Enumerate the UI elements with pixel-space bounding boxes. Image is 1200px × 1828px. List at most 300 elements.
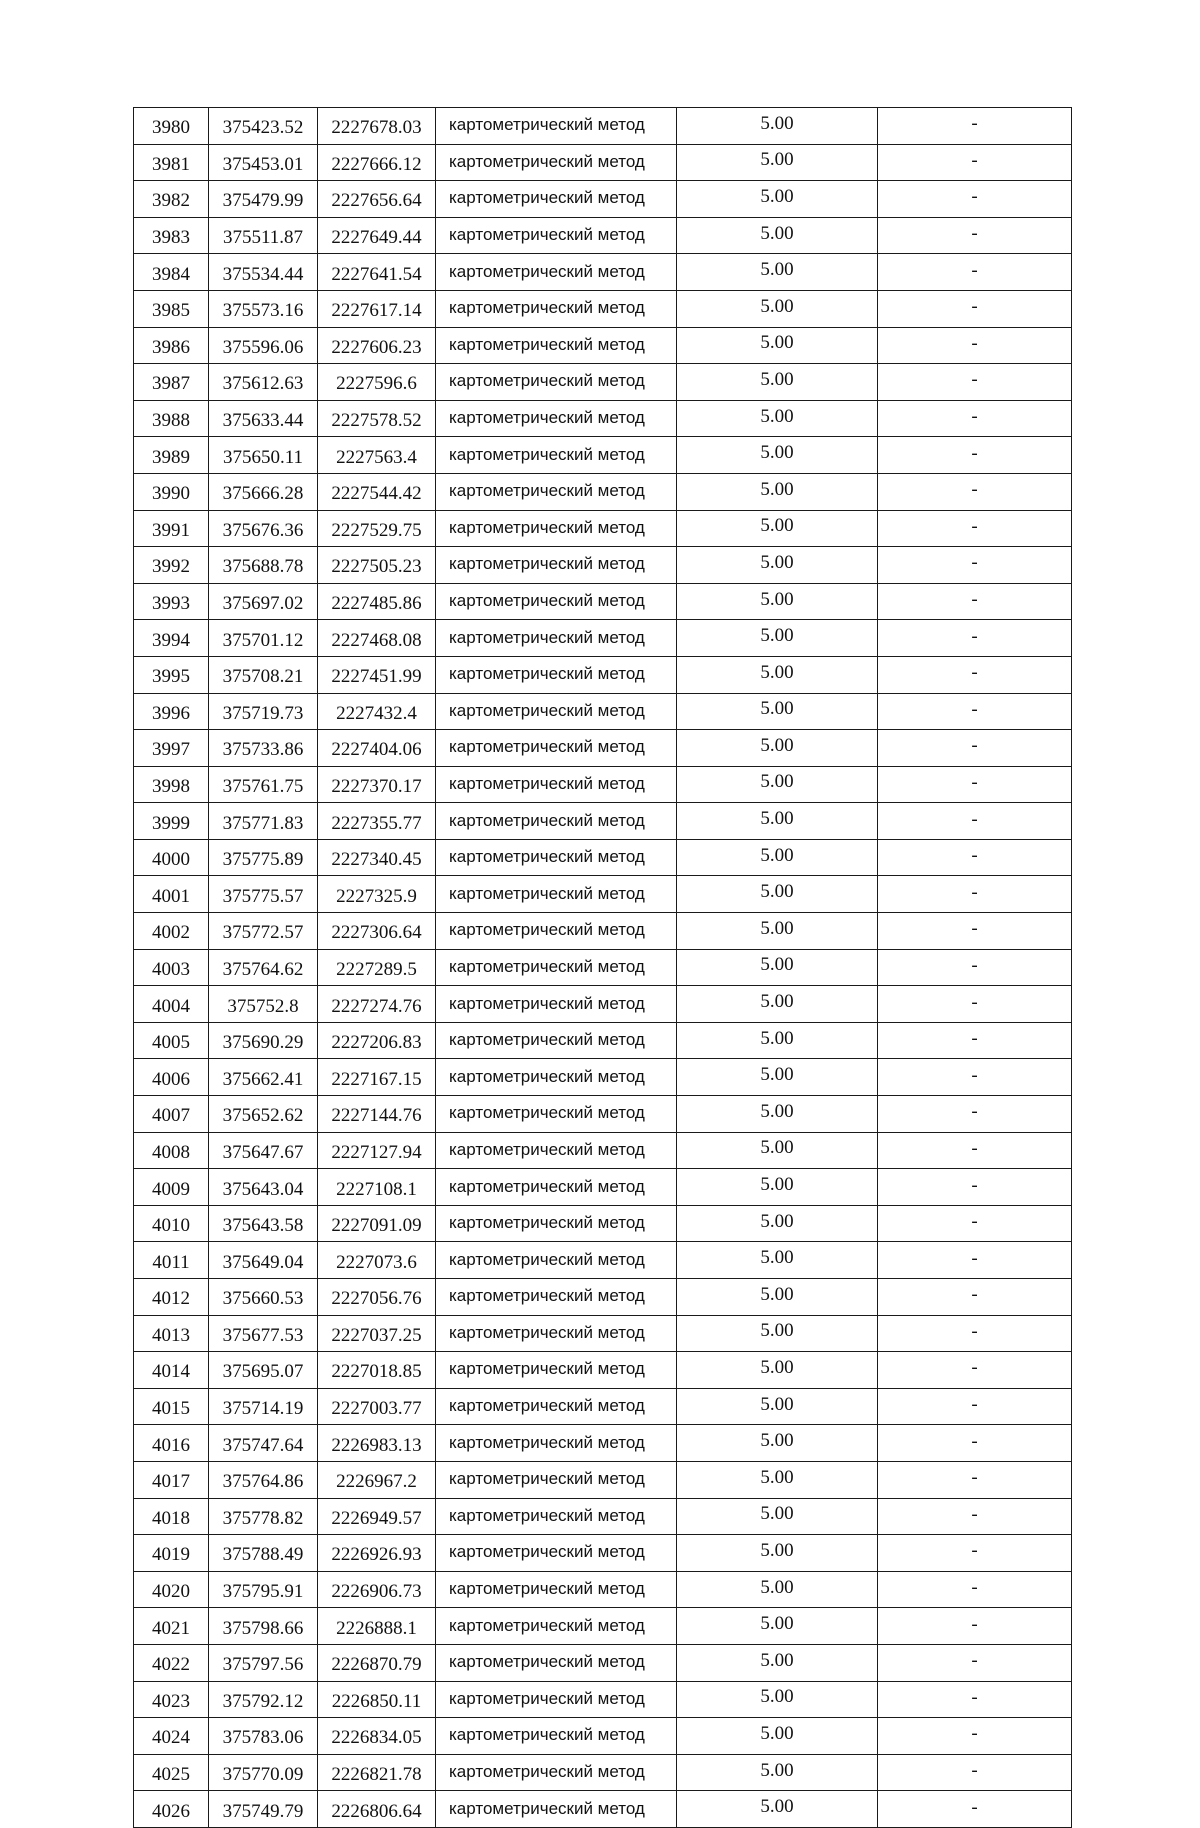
point-number-cell: 4026 [134,1791,209,1828]
method-cell: картометрический метод [436,181,677,218]
table-row [134,1242,1072,1279]
x-coordinate-cell: 375798.66 [209,1608,318,1645]
method-cell: картометрический метод [436,656,677,693]
description-cell: - [878,839,1072,876]
accuracy-cell: 5.00 [677,1279,878,1316]
method-cell: картометрический метод [436,217,677,254]
accuracy-cell: 5.00 [677,1754,878,1791]
y-coordinate-cell: 2226888.1 [318,1608,436,1645]
table-row [134,1461,1072,1498]
description-cell: - [878,1425,1072,1462]
point-number-cell: 4002 [134,913,209,950]
method-cell: картометрический метод [436,108,677,145]
table-row [134,583,1072,620]
accuracy-cell: 5.00 [677,217,878,254]
accuracy-cell: 5.00 [677,656,878,693]
description-cell: - [878,1059,1072,1096]
accuracy-cell: 5.00 [677,1791,878,1828]
y-coordinate-cell: 2227018.85 [318,1352,436,1389]
x-coordinate-cell: 375596.06 [209,327,318,364]
description-cell: - [878,510,1072,547]
description-cell: - [878,290,1072,327]
y-coordinate-cell: 2226926.93 [318,1535,436,1572]
y-coordinate-cell: 2227370.17 [318,766,436,803]
table-row [134,1388,1072,1425]
table-row [134,656,1072,693]
table-row [134,1352,1072,1389]
method-cell: картометрический метод [436,803,677,840]
y-coordinate-cell: 2227340.45 [318,839,436,876]
description-cell: - [878,1132,1072,1169]
point-number-cell: 4018 [134,1498,209,1535]
method-cell: картометрический метод [436,254,677,291]
description-cell: - [878,1205,1072,1242]
table-row [134,181,1072,218]
accuracy-cell: 5.00 [677,1571,878,1608]
x-coordinate-cell: 375792.12 [209,1681,318,1718]
description-cell: - [878,254,1072,291]
accuracy-cell: 5.00 [677,144,878,181]
accuracy-cell: 5.00 [677,1608,878,1645]
point-number-cell: 4003 [134,949,209,986]
y-coordinate-cell: 2227505.23 [318,547,436,584]
y-coordinate-cell: 2227451.99 [318,656,436,693]
table-row [134,217,1072,254]
y-coordinate-cell: 2227656.64 [318,181,436,218]
y-coordinate-cell: 2227678.03 [318,108,436,145]
description-cell: - [878,1169,1072,1206]
x-coordinate-cell: 375701.12 [209,620,318,657]
accuracy-cell: 5.00 [677,290,878,327]
accuracy-cell: 5.00 [677,949,878,986]
method-cell: картометрический метод [436,730,677,767]
point-number-cell: 3988 [134,400,209,437]
table-row [134,1535,1072,1572]
y-coordinate-cell: 2227274.76 [318,986,436,1023]
description-cell: - [878,766,1072,803]
point-number-cell: 4007 [134,1096,209,1133]
table-row [134,254,1072,291]
accuracy-cell: 5.00 [677,876,878,913]
description-cell: - [878,620,1072,657]
description-cell: - [878,1681,1072,1718]
point-number-cell: 3991 [134,510,209,547]
table-row [134,766,1072,803]
table-row [134,473,1072,510]
table-row [134,437,1072,474]
coordinates-table [133,107,1072,1828]
description-cell: - [878,108,1072,145]
point-number-cell: 4017 [134,1461,209,1498]
method-cell: картометрический метод [436,547,677,584]
table-row [134,1205,1072,1242]
x-coordinate-cell: 375511.87 [209,217,318,254]
method-cell: картометрический метод [436,473,677,510]
accuracy-cell: 5.00 [677,1425,878,1462]
method-cell: картометрический метод [436,766,677,803]
accuracy-cell: 5.00 [677,547,878,584]
accuracy-cell: 5.00 [677,1388,878,1425]
point-number-cell: 3980 [134,108,209,145]
y-coordinate-cell: 2227325.9 [318,876,436,913]
y-coordinate-cell: 2227617.14 [318,290,436,327]
x-coordinate-cell: 375676.36 [209,510,318,547]
method-cell: картометрический метод [436,620,677,657]
description-cell: - [878,730,1072,767]
y-coordinate-cell: 2227003.77 [318,1388,436,1425]
y-coordinate-cell: 2227037.25 [318,1315,436,1352]
description-cell: - [878,803,1072,840]
accuracy-cell: 5.00 [677,473,878,510]
y-coordinate-cell: 2227529.75 [318,510,436,547]
table-row [134,803,1072,840]
x-coordinate-cell: 375643.58 [209,1205,318,1242]
x-coordinate-cell: 375775.89 [209,839,318,876]
point-number-cell: 3985 [134,290,209,327]
description-cell: - [878,1096,1072,1133]
table-row [134,1425,1072,1462]
x-coordinate-cell: 375453.01 [209,144,318,181]
method-cell: картометрический метод [436,327,677,364]
method-cell: картометрический метод [436,1059,677,1096]
accuracy-cell: 5.00 [677,1315,878,1352]
x-coordinate-cell: 375688.78 [209,547,318,584]
y-coordinate-cell: 2227306.64 [318,913,436,950]
x-coordinate-cell: 375534.44 [209,254,318,291]
y-coordinate-cell: 2227596.6 [318,364,436,401]
x-coordinate-cell: 375647.67 [209,1132,318,1169]
accuracy-cell: 5.00 [677,803,878,840]
point-number-cell: 3997 [134,730,209,767]
accuracy-cell: 5.00 [677,1352,878,1389]
point-number-cell: 3996 [134,693,209,730]
point-number-cell: 3993 [134,583,209,620]
table-row [134,510,1072,547]
point-number-cell: 4024 [134,1718,209,1755]
point-number-cell: 4009 [134,1169,209,1206]
description-cell: - [878,1461,1072,1498]
point-number-cell: 3982 [134,181,209,218]
x-coordinate-cell: 375649.04 [209,1242,318,1279]
point-number-cell: 3995 [134,656,209,693]
method-cell: картометрический метод [436,1681,677,1718]
x-coordinate-cell: 375775.57 [209,876,318,913]
x-coordinate-cell: 375764.62 [209,949,318,986]
description-cell: - [878,437,1072,474]
table-row [134,1132,1072,1169]
point-number-cell: 4015 [134,1388,209,1425]
table-row [134,1315,1072,1352]
description-cell: - [878,473,1072,510]
method-cell: картометрический метод [436,876,677,913]
method-cell: картометрический метод [436,400,677,437]
method-cell: картометрический метод [436,839,677,876]
method-cell: картометрический метод [436,1644,677,1681]
point-number-cell: 4013 [134,1315,209,1352]
method-cell: картометрический метод [436,1461,677,1498]
accuracy-cell: 5.00 [677,1059,878,1096]
x-coordinate-cell: 375690.29 [209,1022,318,1059]
x-coordinate-cell: 375708.21 [209,656,318,693]
table-row [134,913,1072,950]
table-row [134,108,1072,145]
table-row [134,1718,1072,1755]
x-coordinate-cell: 375788.49 [209,1535,318,1572]
y-coordinate-cell: 2227432.4 [318,693,436,730]
accuracy-cell: 5.00 [677,1096,878,1133]
point-number-cell: 4000 [134,839,209,876]
method-cell: картометрический метод [436,1425,677,1462]
y-coordinate-cell: 2227404.06 [318,730,436,767]
x-coordinate-cell: 375719.73 [209,693,318,730]
table-row [134,1096,1072,1133]
table-row [134,949,1072,986]
description-cell: - [878,949,1072,986]
method-cell: картометрический метод [436,1754,677,1791]
point-number-cell: 4023 [134,1681,209,1718]
accuracy-cell: 5.00 [677,1535,878,1572]
description-cell: - [878,1498,1072,1535]
method-cell: картометрический метод [436,1571,677,1608]
x-coordinate-cell: 375752.8 [209,986,318,1023]
point-number-cell: 3998 [134,766,209,803]
point-number-cell: 3984 [134,254,209,291]
x-coordinate-cell: 375697.02 [209,583,318,620]
accuracy-cell: 5.00 [677,437,878,474]
table-row [134,620,1072,657]
table-row [134,400,1072,437]
table-row [134,547,1072,584]
method-cell: картометрический метод [436,1315,677,1352]
x-coordinate-cell: 375783.06 [209,1718,318,1755]
description-cell: - [878,1754,1072,1791]
point-number-cell: 4019 [134,1535,209,1572]
point-number-cell: 4004 [134,986,209,1023]
description-cell: - [878,1535,1072,1572]
y-coordinate-cell: 2227606.23 [318,327,436,364]
coordinates-table-body [134,108,1072,1828]
description-cell: - [878,364,1072,401]
description-cell: - [878,1608,1072,1645]
y-coordinate-cell: 2227056.76 [318,1279,436,1316]
table-row [134,876,1072,913]
table-row [134,1644,1072,1681]
y-coordinate-cell: 2226967.2 [318,1461,436,1498]
y-coordinate-cell: 2226983.13 [318,1425,436,1462]
table-row [134,1022,1072,1059]
point-number-cell: 3986 [134,327,209,364]
accuracy-cell: 5.00 [677,400,878,437]
y-coordinate-cell: 2226821.78 [318,1754,436,1791]
table-row [134,290,1072,327]
accuracy-cell: 5.00 [677,108,878,145]
y-coordinate-cell: 2227289.5 [318,949,436,986]
point-number-cell: 4006 [134,1059,209,1096]
accuracy-cell: 5.00 [677,254,878,291]
y-coordinate-cell: 2227649.44 [318,217,436,254]
point-number-cell: 4021 [134,1608,209,1645]
table-row [134,144,1072,181]
table-row [134,1608,1072,1645]
table-row [134,1791,1072,1828]
y-coordinate-cell: 2227167.15 [318,1059,436,1096]
point-number-cell: 4025 [134,1754,209,1791]
method-cell: картометрический метод [436,1169,677,1206]
accuracy-cell: 5.00 [677,1132,878,1169]
table-row [134,1681,1072,1718]
x-coordinate-cell: 375660.53 [209,1279,318,1316]
method-cell: картометрический метод [436,1205,677,1242]
method-cell: картометрический метод [436,1132,677,1169]
method-cell: картометрический метод [436,1718,677,1755]
x-coordinate-cell: 375733.86 [209,730,318,767]
point-number-cell: 4011 [134,1242,209,1279]
method-cell: картометрический метод [436,144,677,181]
x-coordinate-cell: 375643.04 [209,1169,318,1206]
point-number-cell: 4016 [134,1425,209,1462]
point-number-cell: 3999 [134,803,209,840]
accuracy-cell: 5.00 [677,1242,878,1279]
method-cell: картометрический метод [436,1388,677,1425]
x-coordinate-cell: 375479.99 [209,181,318,218]
accuracy-cell: 5.00 [677,1022,878,1059]
x-coordinate-cell: 375423.52 [209,108,318,145]
table-row [134,986,1072,1023]
x-coordinate-cell: 375761.75 [209,766,318,803]
method-cell: картометрический метод [436,1498,677,1535]
description-cell: - [878,1388,1072,1425]
point-number-cell: 4001 [134,876,209,913]
description-cell: - [878,1022,1072,1059]
accuracy-cell: 5.00 [677,583,878,620]
table-row [134,364,1072,401]
method-cell: картометрический метод [436,949,677,986]
accuracy-cell: 5.00 [677,1461,878,1498]
accuracy-cell: 5.00 [677,1718,878,1755]
method-cell: картометрический метод [436,583,677,620]
y-coordinate-cell: 2227544.42 [318,473,436,510]
accuracy-cell: 5.00 [677,1681,878,1718]
table-row [134,327,1072,364]
description-cell: - [878,144,1072,181]
point-number-cell: 4012 [134,1279,209,1316]
description-cell: - [878,1242,1072,1279]
accuracy-cell: 5.00 [677,839,878,876]
x-coordinate-cell: 375764.86 [209,1461,318,1498]
accuracy-cell: 5.00 [677,1644,878,1681]
table-row [134,693,1072,730]
point-number-cell: 4014 [134,1352,209,1389]
method-cell: картометрический метод [436,1352,677,1389]
table-row [134,1498,1072,1535]
method-cell: картометрический метод [436,1022,677,1059]
table-row [134,1571,1072,1608]
y-coordinate-cell: 2226906.73 [318,1571,436,1608]
method-cell: картометрический метод [436,1096,677,1133]
method-cell: картометрический метод [436,693,677,730]
method-cell: картометрический метод [436,1279,677,1316]
description-cell: - [878,217,1072,254]
accuracy-cell: 5.00 [677,693,878,730]
x-coordinate-cell: 375662.41 [209,1059,318,1096]
method-cell: картометрический метод [436,1242,677,1279]
accuracy-cell: 5.00 [677,1498,878,1535]
point-number-cell: 4005 [134,1022,209,1059]
description-cell: - [878,913,1072,950]
description-cell: - [878,583,1072,620]
x-coordinate-cell: 375778.82 [209,1498,318,1535]
description-cell: - [878,1315,1072,1352]
description-cell: - [878,656,1072,693]
y-coordinate-cell: 2226834.05 [318,1718,436,1755]
description-cell: - [878,181,1072,218]
y-coordinate-cell: 2227641.54 [318,254,436,291]
method-cell: картометрический метод [436,1608,677,1645]
x-coordinate-cell: 375772.57 [209,913,318,950]
x-coordinate-cell: 375666.28 [209,473,318,510]
method-cell: картометрический метод [436,913,677,950]
x-coordinate-cell: 375770.09 [209,1754,318,1791]
description-cell: - [878,1352,1072,1389]
method-cell: картометрический метод [436,290,677,327]
y-coordinate-cell: 2226870.79 [318,1644,436,1681]
description-cell: - [878,1718,1072,1755]
x-coordinate-cell: 375747.64 [209,1425,318,1462]
y-coordinate-cell: 2227091.09 [318,1205,436,1242]
y-coordinate-cell: 2227468.08 [318,620,436,657]
table-row [134,1279,1072,1316]
x-coordinate-cell: 375677.53 [209,1315,318,1352]
point-number-cell: 3983 [134,217,209,254]
x-coordinate-cell: 375795.91 [209,1571,318,1608]
point-number-cell: 3990 [134,473,209,510]
y-coordinate-cell: 2227563.4 [318,437,436,474]
description-cell: - [878,1791,1072,1828]
x-coordinate-cell: 375652.62 [209,1096,318,1133]
table-row [134,839,1072,876]
accuracy-cell: 5.00 [677,1205,878,1242]
x-coordinate-cell: 375714.19 [209,1388,318,1425]
x-coordinate-cell: 375573.16 [209,290,318,327]
accuracy-cell: 5.00 [677,913,878,950]
point-number-cell: 3981 [134,144,209,181]
y-coordinate-cell: 2227108.1 [318,1169,436,1206]
y-coordinate-cell: 2227485.86 [318,583,436,620]
y-coordinate-cell: 2227578.52 [318,400,436,437]
x-coordinate-cell: 375633.44 [209,400,318,437]
description-cell: - [878,547,1072,584]
accuracy-cell: 5.00 [677,181,878,218]
y-coordinate-cell: 2226850.11 [318,1681,436,1718]
y-coordinate-cell: 2227127.94 [318,1132,436,1169]
y-coordinate-cell: 2227666.12 [318,144,436,181]
accuracy-cell: 5.00 [677,766,878,803]
x-coordinate-cell: 375612.63 [209,364,318,401]
method-cell: картометрический метод [436,1535,677,1572]
y-coordinate-cell: 2227355.77 [318,803,436,840]
method-cell: картометрический метод [436,364,677,401]
point-number-cell: 4010 [134,1205,209,1242]
y-coordinate-cell: 2227073.6 [318,1242,436,1279]
description-cell: - [878,1279,1072,1316]
x-coordinate-cell: 375749.79 [209,1791,318,1828]
description-cell: - [878,986,1072,1023]
point-number-cell: 3987 [134,364,209,401]
y-coordinate-cell: 2227144.76 [318,1096,436,1133]
table-row [134,1059,1072,1096]
point-number-cell: 4008 [134,1132,209,1169]
method-cell: картометрический метод [436,1791,677,1828]
